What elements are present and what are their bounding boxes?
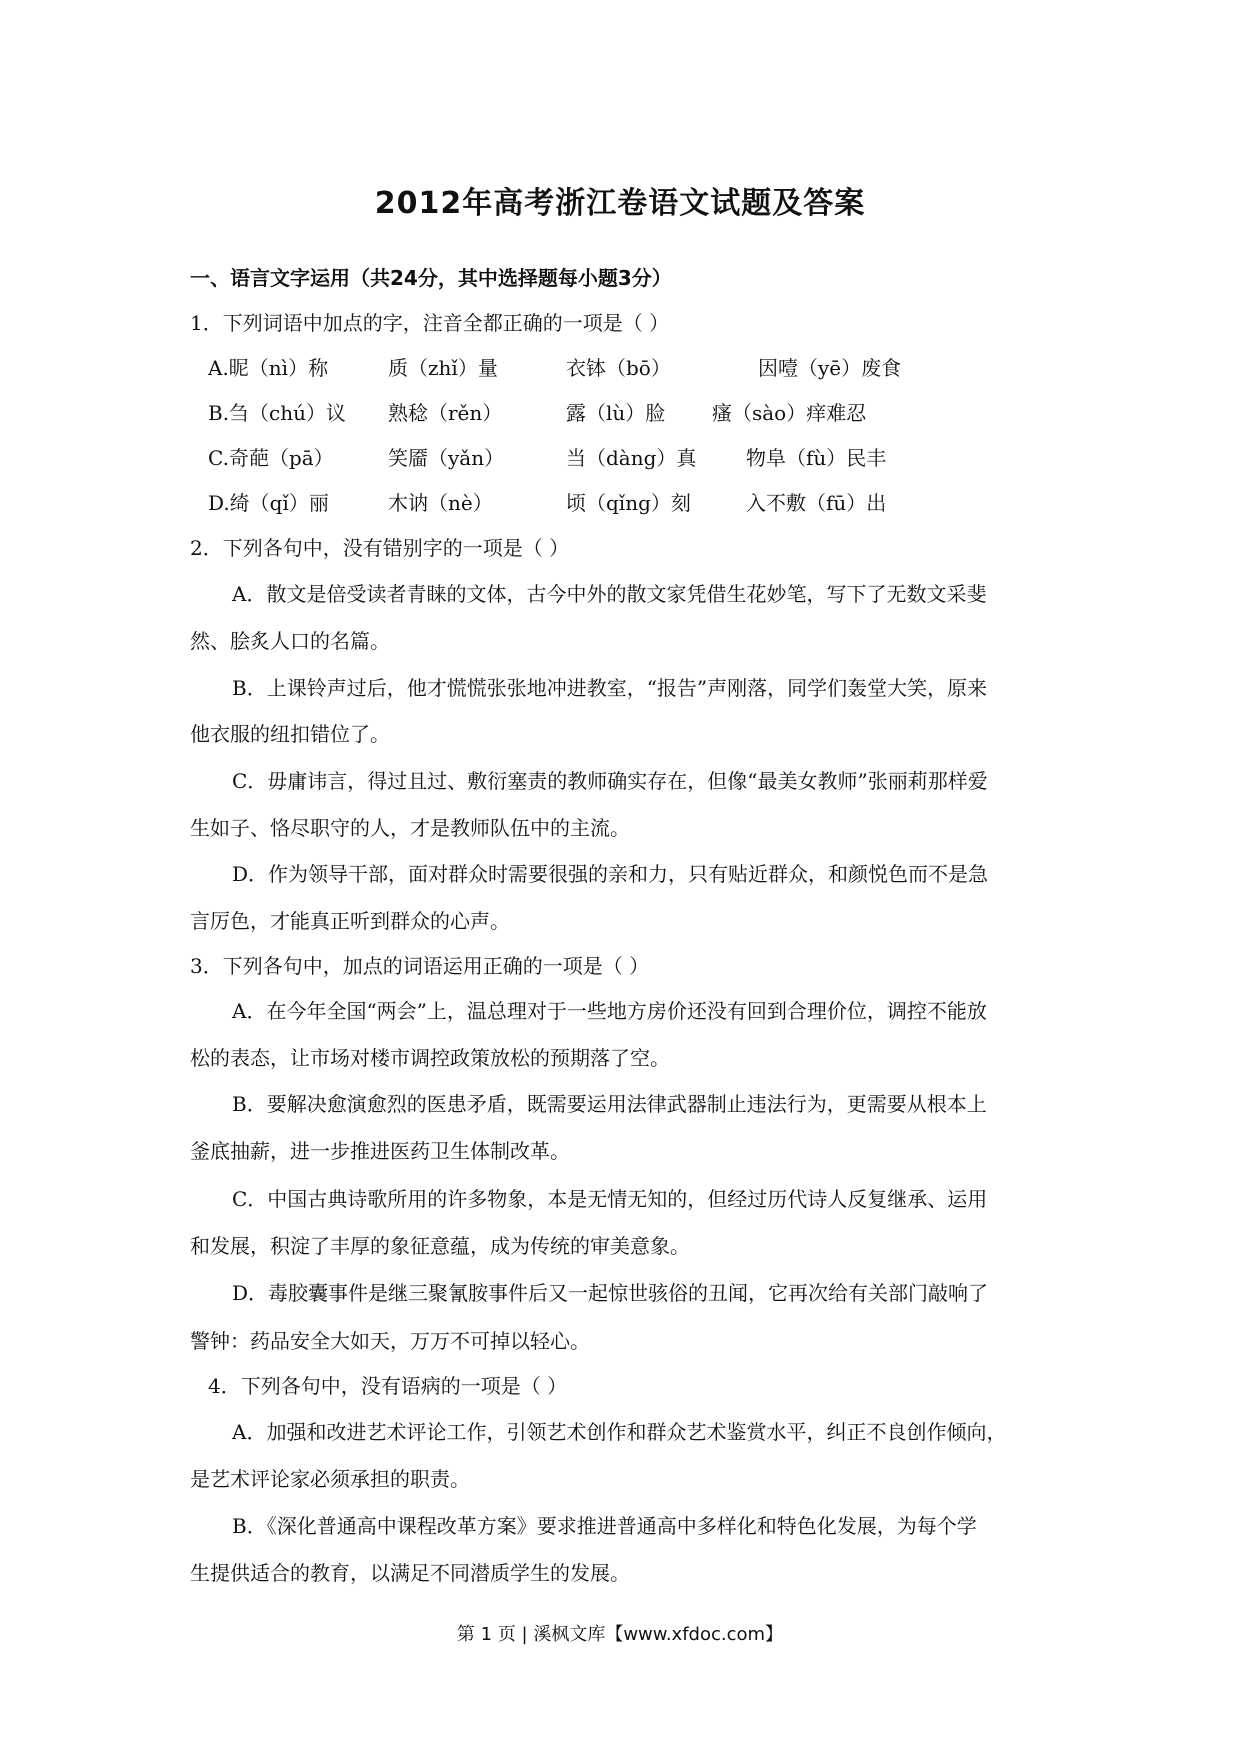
page-footer: 第 1 页 | 溪枫文库【www.xfdoc.com】 <box>456 1624 784 1645</box>
question-2-option-d: D．作为领导干部，面对群众时需要很强的亲和力，只有贴近群众，和颜悦色而不是急 <box>232 862 989 886</box>
question-1-option-a: A.昵（nì）称 质（zhǐ）量 衣钵（bō） 因噎（yē）废食 <box>208 356 902 380</box>
question-4-option-b: B．《深化普通高中课程改革方案》要求推进普通高中多样化和特色化发展，为每个学 <box>232 1514 977 1538</box>
question-3-option-a-cont: 松的表态，让市场对楼市调控政策放松的预期落了空。 <box>190 1046 670 1070</box>
question-1-option-c: C.奇葩（pā） 笑靥（yǎn） 当（dàng）真 物阜（fù）民丰 <box>208 446 887 470</box>
page-title: 2012年高考浙江卷语文试题及答案 <box>374 186 866 221</box>
question-2-option-c-cont: 生如子、恪尽职守的人，才是教师队伍中的主流。 <box>190 816 630 840</box>
question-4-stem: 4．下列各句中，没有语病的一项是（ ） <box>208 1374 568 1398</box>
question-1-option-d: D.绮（qǐ）丽 木讷（nè） 顷（qǐng）刻 入不敷（fū）出 <box>208 491 887 515</box>
question-3-option-b-cont: 釜底抽薪，进一步推进医药卫生体制改革。 <box>190 1139 570 1163</box>
question-2-option-a: A．散文是倍受读者青睐的文体，古今中外的散文家凭借生花妙笔，写下了无数文采斐 <box>232 582 987 606</box>
question-1-stem: 1．下列词语中加点的字，注音全都正确的一项是（ ） <box>190 311 670 335</box>
question-2-option-c: C．毋庸讳言，得过且过、敷衍塞责的教师确实存在，但像“最美女教师”张丽莉那样爱 <box>232 769 988 793</box>
question-3-option-a: A．在今年全国“两会”上，温总理对于一些地方房价还没有回到合理价位，调控不能放 <box>232 999 987 1023</box>
question-2-option-b: B．上课铃声过后，他才慌慌张张地冲进教室，“报告”声刚落，同学们轰堂大笑，原来 <box>232 676 988 700</box>
question-2-stem: 2．下列各句中，没有错别字的一项是（ ） <box>190 536 570 560</box>
question-3-option-c: C．中国古典诗歌所用的许多物象，本是无情无知的，但经过历代诗人反复继承、运用 <box>232 1187 988 1211</box>
question-3-option-d: D．毒胶囊事件是继三聚氰胺事件后又一起惊世骇俗的丑闻，它再次给有关部门敲响了 <box>232 1281 989 1305</box>
question-2-option-a-cont: 然、脍炙人口的名篇。 <box>190 629 390 653</box>
question-4-option-b-cont: 生提供适合的教育，以满足不同潜质学生的发展。 <box>190 1561 630 1585</box>
question-3-option-b: B．要解决愈演愈烈的医患矛盾，既需要运用法律武器制止违法行为，更需要从根本上 <box>232 1092 987 1116</box>
question-2-option-d-cont: 言厉色，才能真正听到群众的心声。 <box>190 909 510 933</box>
question-3-option-c-cont: 和发展，积淀了丰厚的象征意蕴，成为传统的审美意象。 <box>190 1234 690 1258</box>
question-1-option-b: B.刍（chú）议 熟稔（rěn） 露（lù）脸 瘙（sào）痒难忍 <box>208 401 867 425</box>
question-4-option-a-cont: 是艺术评论家必须承担的职责。 <box>190 1467 470 1491</box>
section-heading: 一、语言文字运用（共24分，其中选择题每小题3分） <box>190 266 672 290</box>
question-2-option-b-cont: 他衣服的纽扣错位了。 <box>190 722 390 746</box>
question-4-option-a: A．加强和改进艺术评论工作，引领艺术创作和群众艺术鉴赏水平，纠正不良创作倾向， <box>232 1420 1007 1444</box>
question-3-option-d-cont: 警钟：药品安全大如天，万万不可掉以轻心。 <box>190 1329 590 1353</box>
question-3-stem: 3．下列各句中，加点的词语运用正确的一项是（ ） <box>190 954 650 978</box>
